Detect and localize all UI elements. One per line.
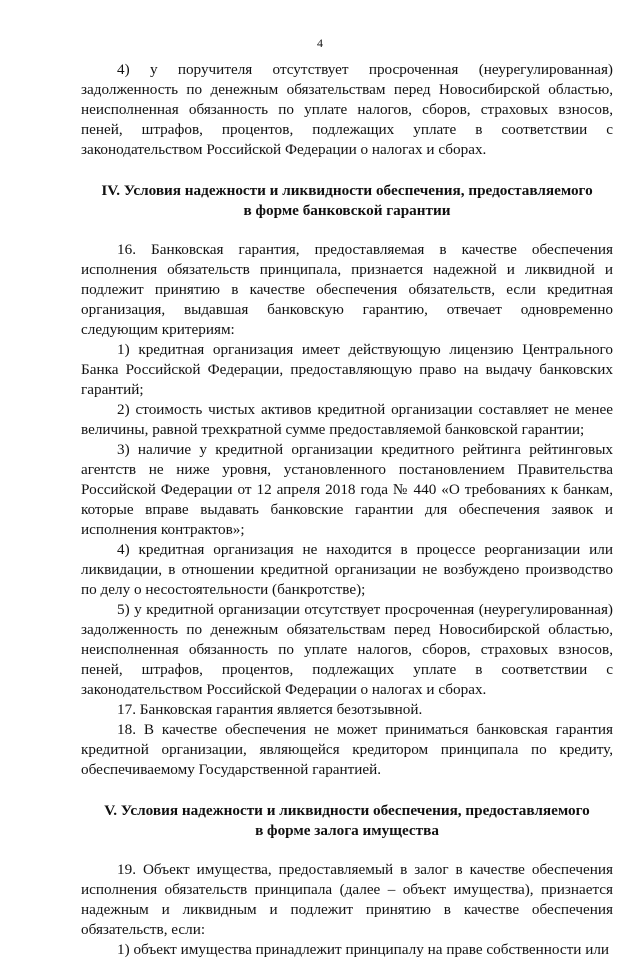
paragraph-19-item-1: 1) объект имущества принадлежит принципалу на праве собственности или — [117, 941, 610, 958]
criterion-1: 1) кредитная организация имеет действующую лицензию Центрального Банка Российской Федерации, предоставляющую право на выдачу банковских гарантий; — [81, 341, 613, 398]
criterion-5: 5) у кредитной организации отсутствует просроченная (неурегулированная) задолженность по денежным обязательствам перед Новосибирской областью, неисполненная обязанность по уплате налогов, сборов, страховых взносов, пеней, штрафов, процентов, подлежащих уплате в соответствии с законодательством Российской Федерации о налогах и сборах. — [81, 601, 613, 698]
criterion-4: 4) кредитная организация не находится в процессе реорганизации или ликвидации, в отношении кредитной организации не возбуждено производство по делу о несостоятельности (банкротстве); — [81, 541, 613, 598]
section-4-body — [81, 240, 613, 780]
section-5-heading — [81, 801, 613, 841]
section-5-title-line2: в форме залога имущества — [255, 822, 439, 839]
section-4-title-line1: IV. Условия надежности и ликвидности обеспечения, предоставляемого — [101, 182, 593, 199]
section-5-title-line1: V. Условия надежности и ликвидности обеспечения, предоставляемого — [104, 802, 590, 819]
criterion-2: 2) стоимость чистых активов кредитной организации составляет не менее величины, равной трехкратной сумме предоставляемой банковской гарантии; — [81, 401, 613, 438]
intro-item: 4) у поручителя отсутствует просроченная (неурегулированная) задолженность по денежным обязательствам перед Новосибирской областью, неисполненная обязанность по уплате налогов, сборов, страховых взносов, пеней, штрафов, процентов, подлежащих уплате в соответствии с законодательством Российской Федерации о налогах и сборах. — [81, 61, 613, 158]
paragraph-19: 19. Объект имущества, предоставляемый в залог в качестве обеспечения исполнения обязательств принципала (далее – объект имущества), признается надежным и ликвидным и подлежит принятию в качестве обеспечения обязательств, если: — [81, 861, 613, 938]
page-number: 4 — [317, 36, 323, 50]
document-body — [81, 60, 613, 960]
section-5-body — [81, 860, 613, 960]
paragraph-18: 18. В качестве обеспечения не может приниматься банковская гарантия кредитной организации, являющейся кредитором принципала по кредиту, обеспечиваемому Государственной гарантией. — [81, 721, 613, 778]
criterion-3: 3) наличие у кредитной организации кредитного рейтинга рейтинговых агентств не ниже уровня, установленного постановлением Правительства Российской Федерации от 12 апреля 2018 года № 440 «О требованиях к банкам, которые вправе выдавать банковские гарантии для обеспечения заявок и исполнения контрактов»; — [81, 441, 613, 538]
section-4-title-line2: в форме банковской гарантии — [243, 202, 451, 219]
paragraph-16: 16. Банковская гарантия, предоставляемая в качестве обеспечения исполнения обязательств принципала, признается надежной и ликвидной и подлежит принятию в качестве обеспечения обязательств, если кредитная организация, выдавшая банковскую гарантию, отвечает одновременно следующим критериям: — [81, 241, 613, 338]
section-4-heading — [81, 181, 613, 221]
paragraph-17: 17. Банковская гарантия является безотзывной. — [117, 701, 423, 718]
